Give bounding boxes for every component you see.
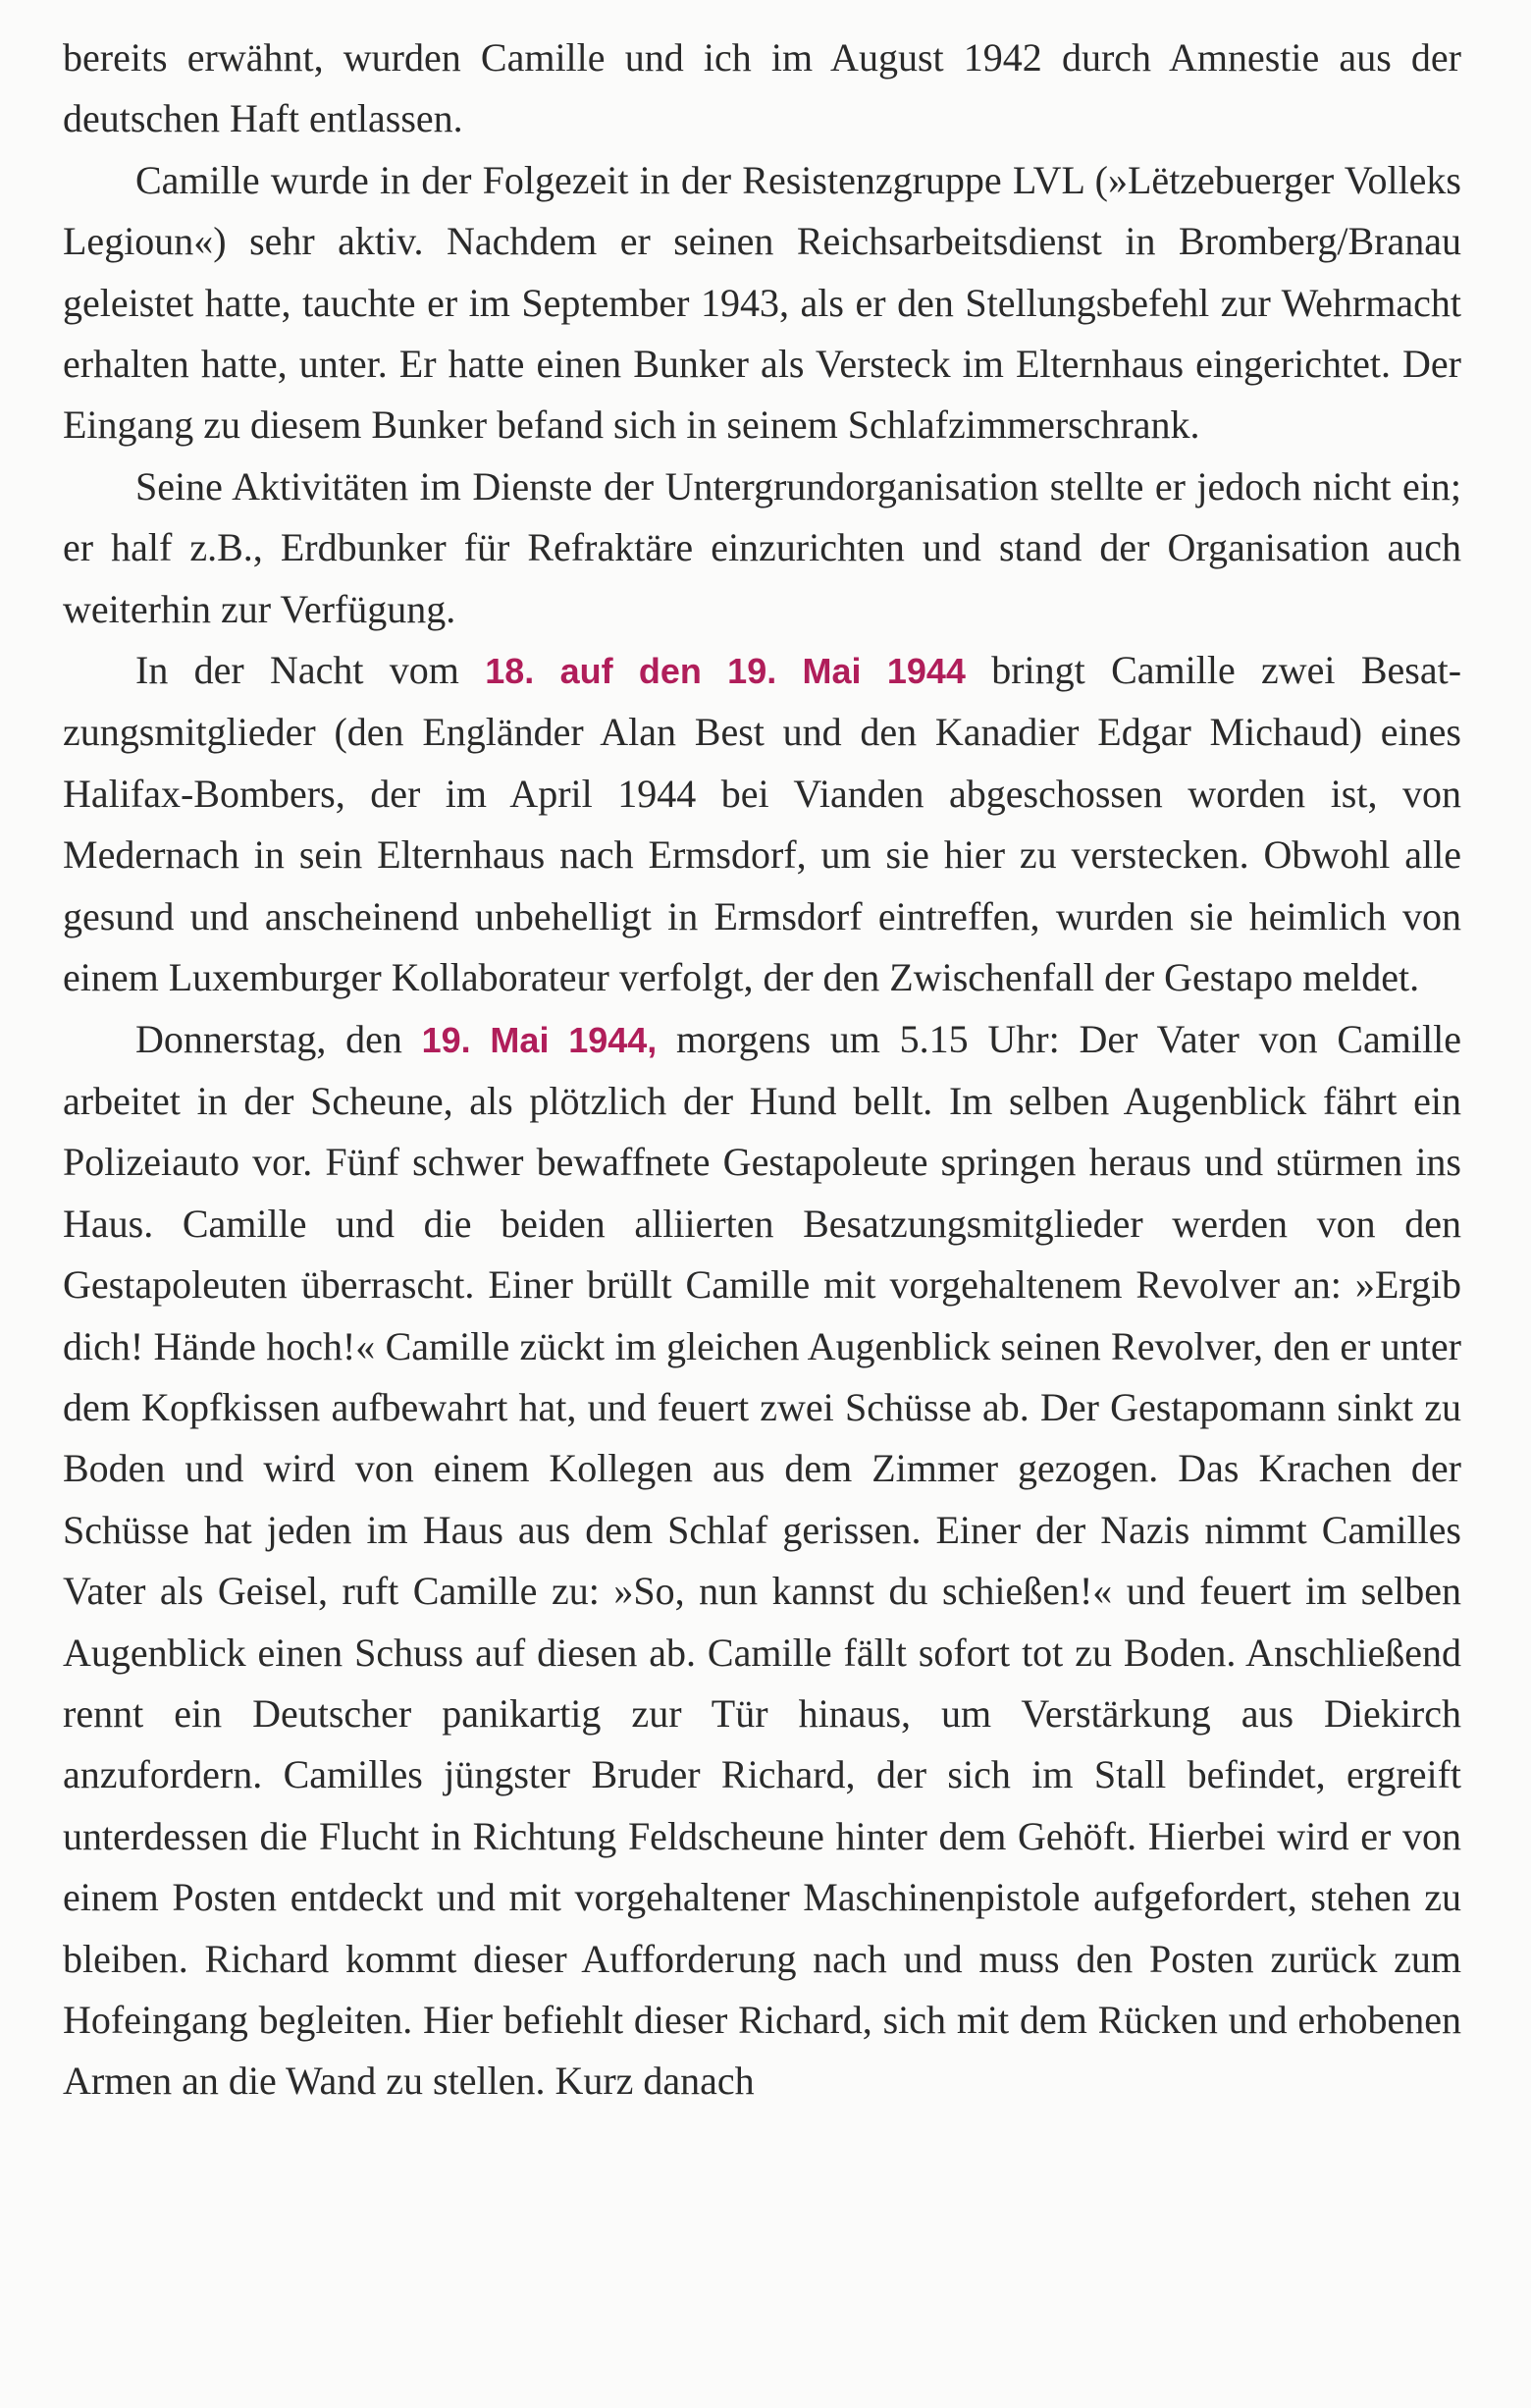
paragraph-1 xyxy=(63,27,1461,150)
text-run: Donnerstag, den xyxy=(135,1016,422,1061)
text-run: bringt Camille zwei Besatzungsmitglieder (den Engländer Alan Best und den Kanadier Edgar Michaud) eines Halifax-Bombers, der im April 1944 bei Vianden abgeschossen worden ist, von Medernach in sein Elternhaus nach Ermsdorf, um sie hier zu verstecken. Obwohl alle gesund und anscheinend unbehelligt in Ermsdorf eintreffen, wurden sie heimlich von einem Luxemburger Kollaborateur verfolgt, der den Zwischenfall der Gestapo meldet. xyxy=(63,648,1462,1000)
paragraph-5 xyxy=(63,1009,1461,2113)
text-run: bereits erwähnt, wurden Camille und ich im August 1942 durch Amnestie aus der deutschen Haft entlassen. xyxy=(63,35,1461,141)
date-highlight: 19. Mai 1944, xyxy=(421,1019,658,1060)
text-run: morgens um 5.15 Uhr: Der Vater von Camille arbeitet in der Scheune, als plötzlich der Hund bellt. Im selben Augenblick fährt ein Polizeiauto vor. Fünf schwer bewaffnete Gestapoleute springen heraus und stürmen ins Haus. Camille und die beiden alliierten Besatzungsmitglieder werden von den Gestapoleuten überrascht. Einer brüllt Camille mit vorgehaltenem Revolver an: »Ergib dich! Hände hoch!« Camille zückt im gleichen Augenblick seinen Revolver, den er unter dem Kopfkissen aufbewahrt hat, und feuert zwei Schüsse ab. Der Gestapomann sinkt zu Boden und wird von einem Kollegen aus dem Zimmer gezogen. Das Krachen der Schüsse hat jeden im Haus aus dem Schlaf gerissen. Einer der Nazis nimmt Camilles Vater als Geisel, ruft Camille zu: »So, nun kannst du schießen!« und feuert im selben Augenblick einen Schuss auf diesen ab. Camille fällt sofort tot zu Boden. Anschließend rennt ein Deutscher panikartig zur Tür hinaus, um Verstärkung aus Diekirch anzufordern. Camilles jüngster Bruder Richard, der sich im Stall befindet, ergreift unterdessen die Flucht in Richtung Feldscheune hinter dem Gehöft. Hierbei wird er von einem Posten entdeckt und mit vorgehaltener Maschinenpistole aufgefordert, stehen zu bleiben. Richard kommt dieser Aufforderung nach und muss den Posten zurück zum Hofeingang begleiten. Hier befiehlt dieser Richard, sich mit dem Rücken und erhobenen Armen an die Wand zu stellen. Kurz danach xyxy=(63,1016,1461,2104)
text-run: In der Nacht vom xyxy=(135,648,486,693)
paragraph-4 xyxy=(63,640,1461,1008)
body-text xyxy=(63,27,1461,2113)
date-highlight: 18. auf den 19. Mai 1944 xyxy=(485,651,966,692)
text-run: Camille wurde in der Folgezeit in der Resistenzgruppe LVL (»Lëtzebuerger Volleks Legioun«) sehr aktiv. Nachdem er seinen Reichsarbeitsdienst in Bromberg/Branau geleistet hatte, tauchte er im September 1943, als er den Stellungsbefehl zur Wehrmacht erhalten hatte, unter. Er hatte einen Bunker als Versteck im Elternhaus eingerichtet. Der Eingang zu diesem Bunker befand sich in seinem Schlafzimmerschrank. xyxy=(63,157,1461,448)
paragraph-3 xyxy=(63,456,1461,640)
paragraph-2 xyxy=(63,150,1461,456)
text-run: Seine Aktivitäten im Dienste der Untergrundorganisation stellte er jedoch nicht ein; er half z.B., Erdbunker für Refraktäre einzurichten und stand der Organisation auch weiterhin zur Verfügung. xyxy=(63,463,1461,631)
